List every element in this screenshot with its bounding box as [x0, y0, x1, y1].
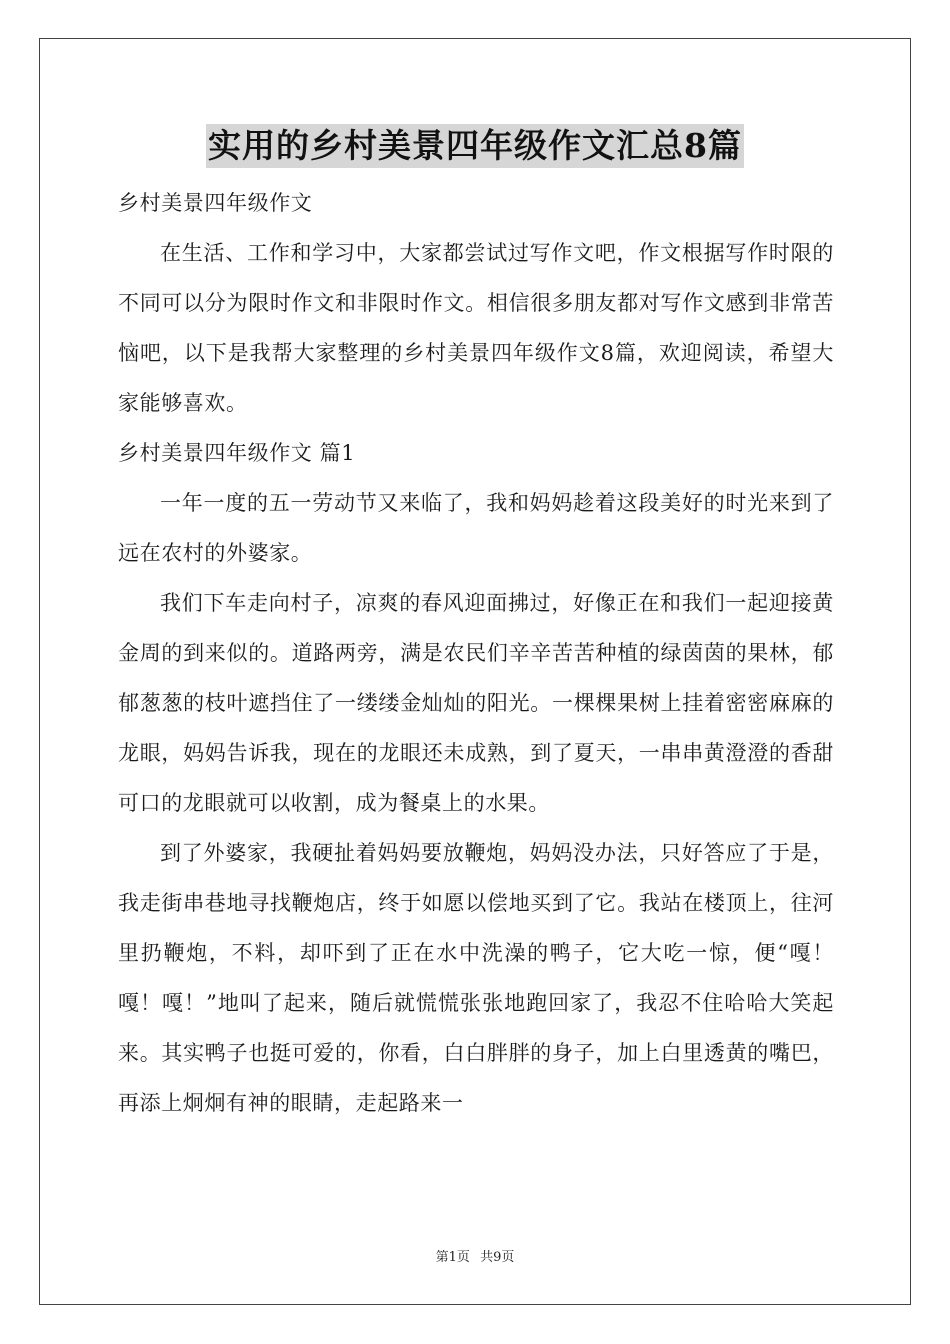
page-total: 共9页: [480, 1250, 515, 1265]
section-heading: 乡村美景四年级作文: [118, 191, 313, 215]
body-paragraph: 到了外婆家，我硬扯着妈妈要放鞭炮，妈妈没办法，只好答应了于是，我走街串巷地寻找鞭炮店，终于如愿以偿地买到了它。我站在楼顶上，往河里扔鞭炮，不料，却吓到了正在水中洗澡的鸭子，它大吃一惊，便“嘎！嘎！嘎！”地叫了起来，随后就慌慌张张地跑回家了，我忍不住哈哈大笑起来。其实鸭子也挺可爱的，你看，白白胖胖的身子，加上白里透黄的嘴巴，再添上炯炯有神的眼睛，走起路来一: [118, 841, 834, 1115]
document-body: [118, 178, 834, 1128]
title-container: [0, 124, 950, 168]
page-number: 第1页: [435, 1250, 470, 1265]
section-heading: 乡村美景四年级作文 篇1: [118, 441, 356, 465]
body-paragraph: 在生活、工作和学习中，大家都尝试过写作文吧，作文根据写作时限的不同可以分为限时作文和非限时作文。相信很多朋友都对写作文感到非常苦恼吧，以下是我帮大家整理的乡村美景四年级作文8篇，欢迎阅读，希望大家能够喜欢。: [118, 241, 834, 415]
body-paragraph: 我们下车走向村子，凉爽的春风迎面拂过，好像正在和我们一起迎接黄金周的到来似的。道路两旁，满是农民们辛辛苦苦种植的绿茵茵的果林，郁郁葱葱的枝叶遮挡住了一缕缕金灿灿的阳光。一棵棵果树上挂着密密麻麻的龙眼，妈妈告诉我，现在的龙眼还未成熟，到了夏天，一串串黄澄澄的香甜可口的龙眼就可以收割，成为餐桌上的水果。: [118, 591, 834, 815]
body-paragraph: 一年一度的五一劳动节又来临了，我和妈妈趁着这段美好的时光来到了远在农村的外婆家。: [118, 491, 834, 565]
page-footer: [0, 1246, 950, 1265]
document-title: 实用的乡村美景四年级作文汇总8篇: [206, 124, 744, 168]
